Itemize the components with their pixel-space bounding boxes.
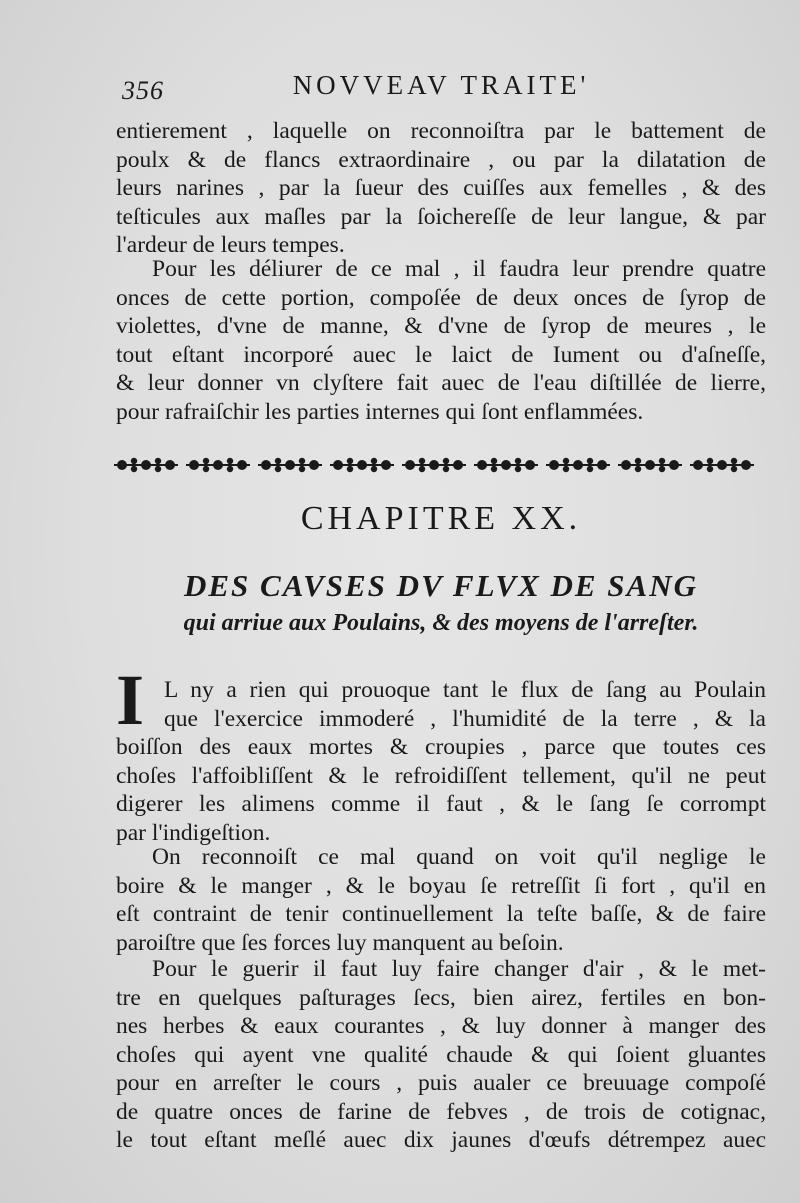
text-line: paroiſtre que ſes forces luy manquent au beſoin. [116, 929, 564, 956]
text-line: de quatre onces de farine de febves , de trois de cotignac, [116, 1098, 766, 1125]
text-line: onces de cette portion, compoſée de deux onces de ſyrop de [116, 284, 766, 311]
text-line: tre en quelques paſturages ſecs, bien airez, fertiles en bon- [116, 984, 766, 1011]
ornamental-border [112, 452, 767, 478]
paragraph-3 [116, 676, 766, 847]
text-line: Pour les déliurer de ce mal , il faudra leur prendre quatre [152, 256, 766, 282]
text-line: leurs narines , par la ſueur des cuiſſes aux femelles , & des [116, 175, 766, 201]
page-number: 356 [122, 76, 164, 105]
paragraph-2 [116, 255, 766, 426]
chapter-heading: CHAPITRE XX. [300, 500, 582, 537]
text-line: pour rafraiſchir les parties internes qui ſont enflammées. [116, 398, 644, 425]
chapter-subtitle: qui arriue aux Poulains, & des moyens de l'arreſter. [183, 610, 699, 636]
chapter-title: DES CAVSES DV FLVX DE SANG [183, 568, 699, 603]
text-line: digerer les alimens comme il faut , & le ſang ſe corrompt [116, 791, 766, 817]
text-line: nes herbes & eaux courantes , & luy donner à manger des [116, 1013, 766, 1039]
paragraph-5 [116, 955, 766, 1155]
paragraph-4 [116, 843, 766, 957]
text-line: poulx & de flancs extraordinaire , ou par la dilatation de [116, 146, 766, 173]
text-line: teſticules aux maſles par la ſoichereſſe de leur langue, & par [116, 203, 766, 230]
text-line: choſes l'affoibliſſent & le refroidiſſent tellement, qu'il ne peut [116, 762, 766, 789]
text-line: boire & le manger , & le boyau ſe retreſſit ſi fort , qu'il en [116, 872, 766, 899]
text-line: entierement , laquelle on reconnoiſtra par le battement de [116, 118, 766, 144]
text-line: par l'indigeſtion. [116, 819, 271, 846]
text-line: choſes qui ayent vne qualité chaude & qui ſoient gluantes [116, 1041, 766, 1068]
text-line: violettes, d'vne de manne, & d'vne de ſyrop de meures , le [116, 313, 766, 339]
text-line: Pour le guerir il faut luy faire changer d'air , & le met- [152, 956, 766, 982]
running-head [116, 66, 766, 106]
text-line: tout eſtant incorporé auec le laict de Iument ou d'aſneſſe, [116, 341, 766, 368]
text-line: pour en arreſter le cours , puis aualer ce breuuage compoſé [116, 1070, 766, 1096]
text-line: le tout eſtant meſlé auec dix jaunes d'œufs détrempez auec [116, 1127, 766, 1153]
text-line: eſt contraint de tenir continuellement la teſte baſſe, & de faire [116, 901, 766, 927]
text-line: & leur donner vn clyſtere fait auec de l'eau diſtillée de lierre, [116, 370, 766, 396]
running-title: NOVVEAV TRAITE' [292, 70, 590, 100]
drop-cap: I [116, 660, 145, 740]
paragraph-1 [116, 117, 766, 260]
text-line: que l'exercice immoderé , l'humidité de la terre , & la [164, 705, 766, 732]
text-line: l'ardeur de leurs tempes. [116, 232, 345, 258]
text-line: boiſſon des eaux mortes & croupies , parce que toutes ces [116, 734, 766, 760]
text-line: On reconnoiſt ce mal quand on voit qu'il neglige le [152, 844, 766, 870]
text-line: L ny a rien qui prouoque tant le flux de ſang au Poulain [164, 677, 766, 703]
